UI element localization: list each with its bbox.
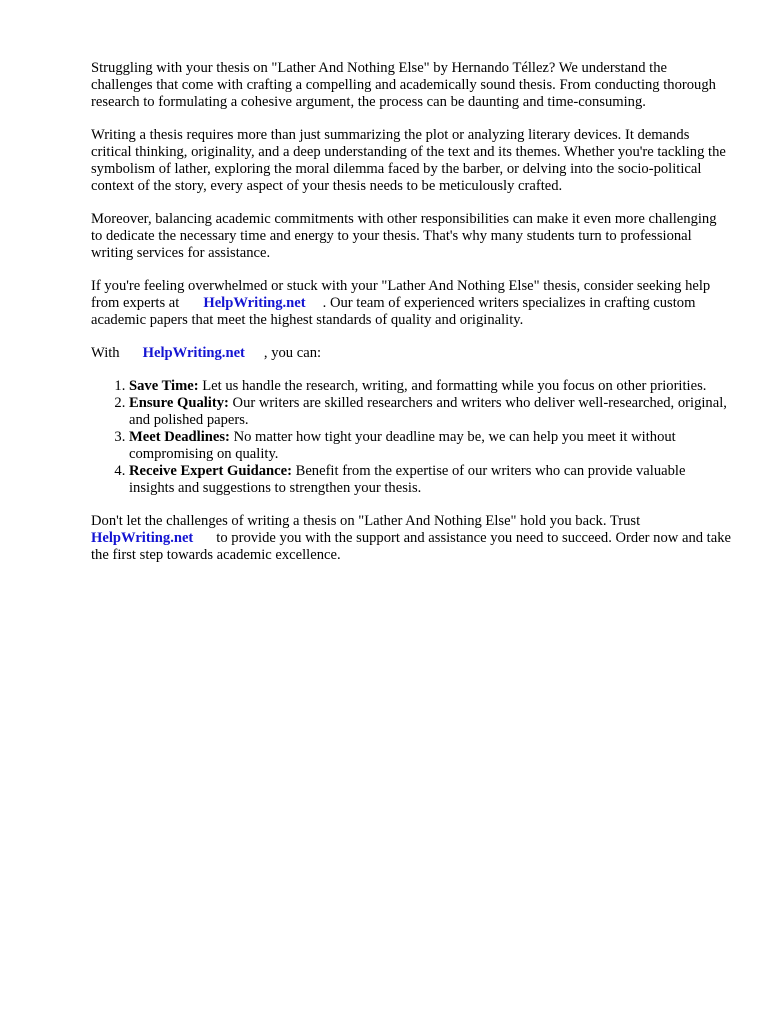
helpwriting-link-2[interactable]: HelpWriting.net: [142, 345, 245, 361]
list-item-lead: Ensure Quality:: [129, 395, 229, 411]
list-item-text: Our writers are skilled researchers and writers who deliver well-researched, original, and polished papers.: [129, 395, 727, 428]
list-item-text: Let us handle the research, writing, and formatting while you focus on other priorities.: [198, 378, 707, 394]
paragraph-closing-tail: to provide you with the support and assistance you need to succeed. Order now and take the first step towards academic excellence.: [91, 530, 731, 563]
document-body: [91, 60, 731, 580]
helpwriting-link-3[interactable]: HelpWriting.net: [91, 530, 194, 546]
paragraph-experts-tail: . Our team of experienced writers specializes in crafting custom academic papers that meet the highest standards of quality and originality.: [91, 295, 696, 328]
paragraph-with-tail: , you can:: [263, 345, 322, 361]
list-item: [129, 429, 731, 463]
paragraph-requirements: Writing a thesis requires more than just summarizing the plot or analyzing literary devices. It demands critical thinking, originality, and a deep understanding of the text and its themes. Whether you're tackling the symbolism of lather, exploring the moral dilemma faced by the barber, or delving into the socio-political context of the story, every aspect of your thesis needs to be meticulously crafted.: [91, 127, 726, 194]
list-item-text: No matter how tight your deadline may be, we can help you meet it without compromising on quality.: [129, 429, 676, 462]
paragraph-with-text: With: [91, 345, 120, 361]
paragraph-intro: Struggling with your thesis on "Lather And Nothing Else" by Hernando Téllez? We understand the challenges that come with crafting a compelling and academically sound thesis. From conducting thorough research to formulating a cohesive argument, the process can be daunting and time-consuming.: [91, 60, 716, 110]
paragraph-balancing: Moreover, balancing academic commitments with other responsibilities can make it even more challenging to dedicate the necessary time and energy to your thesis. That's why many students turn to professional writing services for assistance.: [91, 211, 717, 261]
list-item-lead: Meet Deadlines:: [129, 429, 230, 445]
list-item: [129, 378, 731, 395]
list-item-lead: Save Time:: [129, 378, 199, 394]
paragraph-with: [91, 345, 731, 362]
list-item-text: Benefit from the expertise of our writers who can provide valuable insights and suggestions to strengthen your thesis.: [129, 463, 686, 496]
benefits-list: [91, 378, 731, 497]
helpwriting-link-1[interactable]: HelpWriting.net: [203, 295, 306, 311]
paragraph-experts-text: If you're feeling overwhelmed or stuck with your "Lather And Nothing Else" thesis, consider seeking help from experts at: [91, 278, 711, 311]
paragraph-closing: [91, 513, 731, 564]
list-item-lead: Receive Expert Guidance:: [129, 463, 292, 479]
list-item: [129, 395, 731, 429]
paragraph-experts: [91, 278, 731, 329]
paragraph-closing-text: Don't let the challenges of writing a thesis on "Lather And Nothing Else" hold you back. Trust: [91, 513, 641, 529]
list-item: [129, 463, 731, 497]
